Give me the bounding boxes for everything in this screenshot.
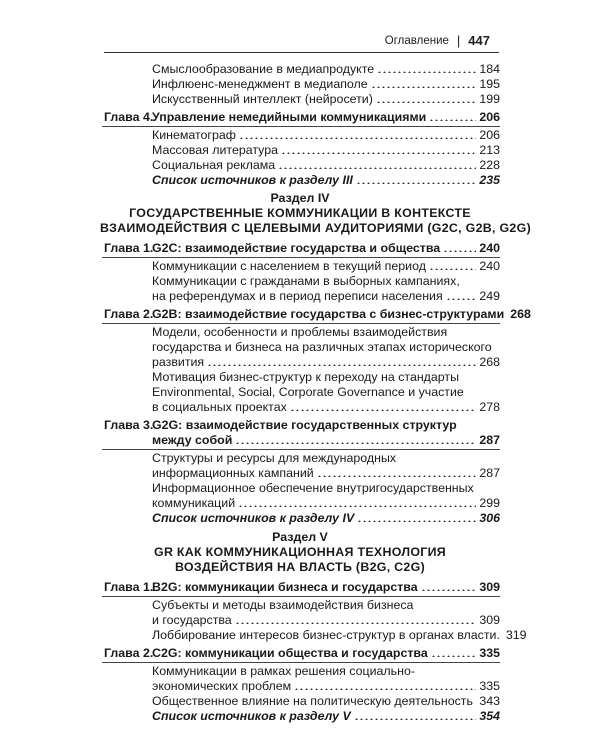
chapter-rule	[102, 662, 500, 663]
section-title: ВЗАИМОДЕЙСТВИЯ С ЦЕЛЕВЫМИ АУДИТОРИЯМИ (G2C, G2B, G2G)	[100, 221, 531, 235]
chapter-label: Глава 1.	[104, 580, 154, 594]
section-title: ГОСУДАРСТВЕННЫЕ КОММУНИКАЦИИ В КОНТЕКСТЕ	[129, 206, 471, 220]
toc-entry: коммуникаций 299	[152, 496, 500, 510]
chapter-title-line: G2G: взаимодействие государственных структур	[152, 418, 457, 432]
toc-entry: в социальных проектах 278	[152, 400, 500, 414]
toc-entry: и государства 309	[152, 613, 500, 627]
toc-entry: экономических проблем 335	[152, 679, 500, 693]
chapter-label: Глава 2.	[104, 646, 154, 660]
sources-entry: Список источников к разделу V 354	[152, 709, 500, 723]
toc-entry-line: Субъекты и методы взаимодействия бизнеса	[152, 598, 414, 612]
section-title: ВОЗДЕЙСТВИЯ НА ВЛАСТЬ (B2G, C2G)	[174, 560, 425, 574]
toc-entry-line: Модели, особенности и проблемы взаимодействия	[152, 325, 448, 339]
toc-entry: Искусственный интеллект (нейросети) 199	[152, 92, 500, 106]
toc-entry: Смыслообразование в медиапродукте 184	[152, 62, 500, 76]
toc-entry: развития 268	[152, 355, 500, 369]
chapter-entry: G2C: взаимодействие государства и общества 240	[152, 241, 500, 255]
chapter-rule	[102, 323, 500, 324]
toc-entry: на референдумах и в период переписи населения 249	[152, 289, 500, 303]
chapter-label: Глава 4.	[104, 110, 154, 124]
section-title: GR КАК КОММУНИКАЦИОННАЯ ТЕХНОЛОГИЯ	[154, 545, 446, 559]
toc-entry: Массовая литература 213	[152, 143, 500, 157]
chapter-label: Глава 2.	[104, 307, 154, 321]
toc-entry-line: Environmental, Social, Corporate Governance и участие	[152, 385, 464, 399]
chapter-rule	[102, 596, 500, 597]
sources-entry: Список источников к разделу III 235	[152, 173, 500, 187]
toc-entry-line: Мотивация бизнес-структур к переходу на стандарты	[152, 370, 459, 384]
toc-entry: Общественное влияние на политическую деятельность 343	[152, 694, 500, 708]
chapter-label: Глава 3.	[104, 418, 154, 432]
chapter-rule	[102, 126, 500, 127]
sources-entry: Список источников к разделу IV 306	[152, 511, 500, 525]
toc-entry-line: Коммуникации с гражданами в выборных кампаниях,	[152, 274, 460, 288]
toc-entry: Лоббирование интересов бизнес-структур в органах власти. 319	[152, 628, 527, 642]
toc-entry: Инфлюенс-менеджмент в медиаполе 195	[152, 77, 500, 91]
chapter-entry: между собой 287	[152, 433, 500, 447]
toc-entry-line: государства и бизнеса на различных этапах исторического	[152, 340, 492, 354]
toc-entry: Кинематограф 206	[152, 128, 500, 142]
chapter-label: Глава 1.	[104, 241, 154, 255]
toc-entry-line: Коммуникации в рамках решения социально-	[152, 664, 415, 678]
toc-entry-line: Информационное обеспечение внутригосударственных	[152, 481, 474, 495]
header-section-title: Оглавление	[384, 34, 449, 47]
section-label: Раздел V	[272, 530, 328, 544]
toc-entry: Социальная реклама 228	[152, 158, 500, 172]
chapter-entry: C2G: коммуникации общества и государства 335	[152, 646, 500, 660]
toc-entry: Коммуникации с населением в текущий период 240	[152, 259, 500, 273]
header-separator: |	[456, 33, 461, 48]
section-label: Раздел IV	[270, 191, 330, 205]
chapter-rule	[102, 257, 500, 258]
chapter-entry: G2B: взаимодействие государства с бизнес-структурами 268	[152, 307, 531, 321]
chapter-entry: Управление немедийными коммуникациями 206	[152, 110, 500, 124]
chapter-entry: B2G: коммуникации бизнеса и государства 309	[152, 580, 500, 594]
page-number: 447	[468, 33, 490, 48]
toc-entry-line: Структуры и ресурсы для международных	[152, 451, 397, 465]
toc-entry: информационных кампаний 287	[152, 466, 500, 480]
chapter-rule	[102, 449, 500, 450]
